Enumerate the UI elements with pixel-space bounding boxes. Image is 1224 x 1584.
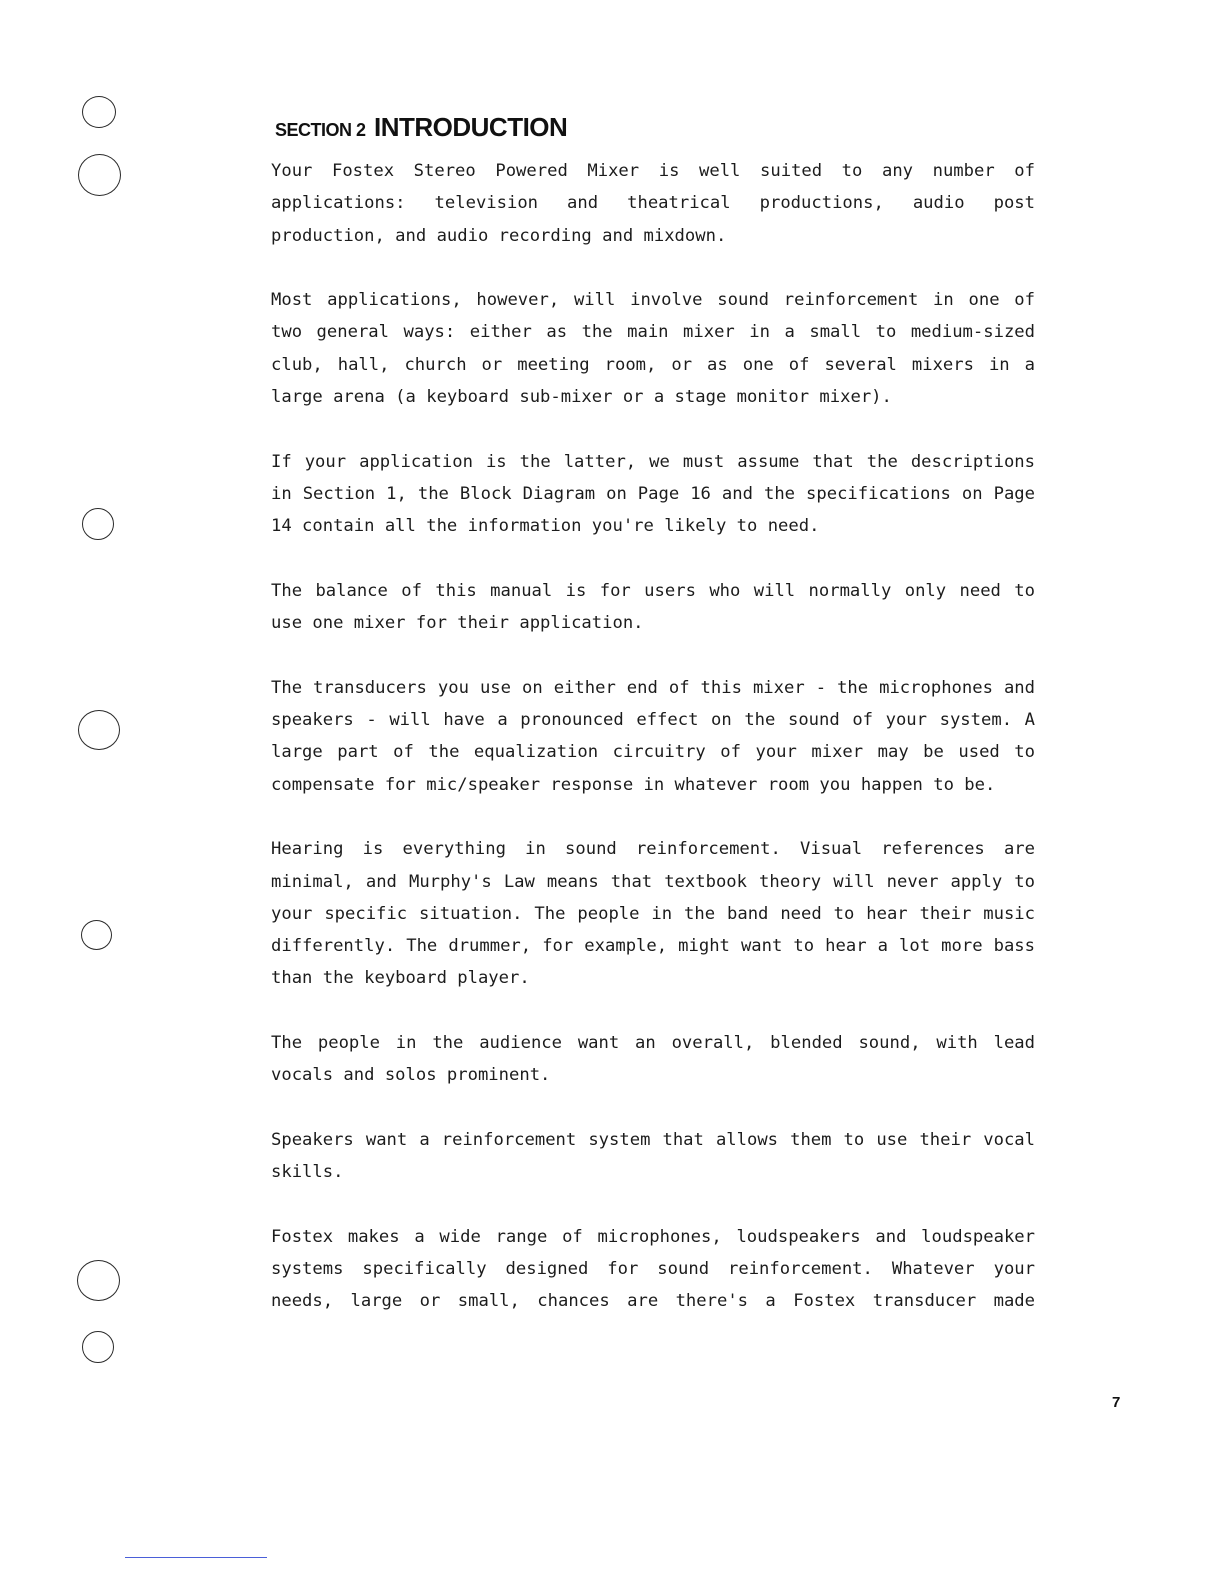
paragraph-latter-application: If your application is the latter, we must assume that the descriptions in Section 1, the Block Diagram on Page 16 and the specifications on Page 14 contain all the information you're likely to need. (271, 451, 1035, 537)
binder-hole-6 (77, 1260, 120, 1301)
paragraph-audience: The people in the audience want an overall, blended sound, with lead vocals and solos prominent. (271, 1033, 1035, 1086)
binder-hole-2 (78, 154, 121, 196)
section-heading (275, 112, 567, 143)
paragraph-hearing: Hearing is everything in sound reinforcement. Visual references are minimal, and Murphy's Law means that textbook theory will never apply to your specific situation. The people in the band need to hear their music differently. The drummer, for example, might want to hear a lot more bass than the keyboard player. (271, 839, 1035, 989)
section-label: SECTION 2 (275, 120, 366, 140)
binder-hole-3 (82, 508, 114, 540)
paragraph-sound-reinforcement: Most applications, however, will involve sound reinforcement in one of two general ways: either as the main mixer in a small to medium-sized club, hall, church or meeting room, or as one of several mixers in a large arena (a keyboard sub-mixer or a stage monitor mixer). (271, 290, 1035, 408)
paragraph-speakers: Speakers want a reinforcement system that allows them to use their vocal skills. (271, 1129, 1035, 1183)
page-number: 7 (1112, 1394, 1121, 1411)
body-text (271, 155, 1035, 1318)
binder-hole-4 (78, 710, 120, 750)
binder-hole-7 (82, 1331, 114, 1363)
paragraph-applications: Your Fostex Stereo Powered Mixer is well suited to any number of applications: television and theatrical productions, audio post production, and audio recording and mixdown. (271, 161, 1035, 246)
binder-hole-1 (82, 96, 116, 128)
footer-rule (125, 1557, 267, 1558)
binder-hole-5 (81, 920, 112, 950)
section-title: INTRODUCTION (373, 112, 568, 142)
paragraph-fostex-products: Fostex makes a wide range of microphones, loudspeakers and loudspeaker systems specifically designed for sound reinforcement. Whatever your needs, large or small, chances are there's a Fostex transducer made (271, 1226, 1035, 1312)
paragraph-manual-balance: The balance of this manual is for users who will normally only need to use one mixer for their application. (271, 580, 1035, 634)
paragraph-transducers: The transducers you use on either end of this mixer - the microphones and speakers - will have a pronounced effect on the sound of your system. A large part of the equalization circuitry of your mixer may be used to compensate for mic/speaker response in whatever room you happen to be. (271, 677, 1035, 795)
